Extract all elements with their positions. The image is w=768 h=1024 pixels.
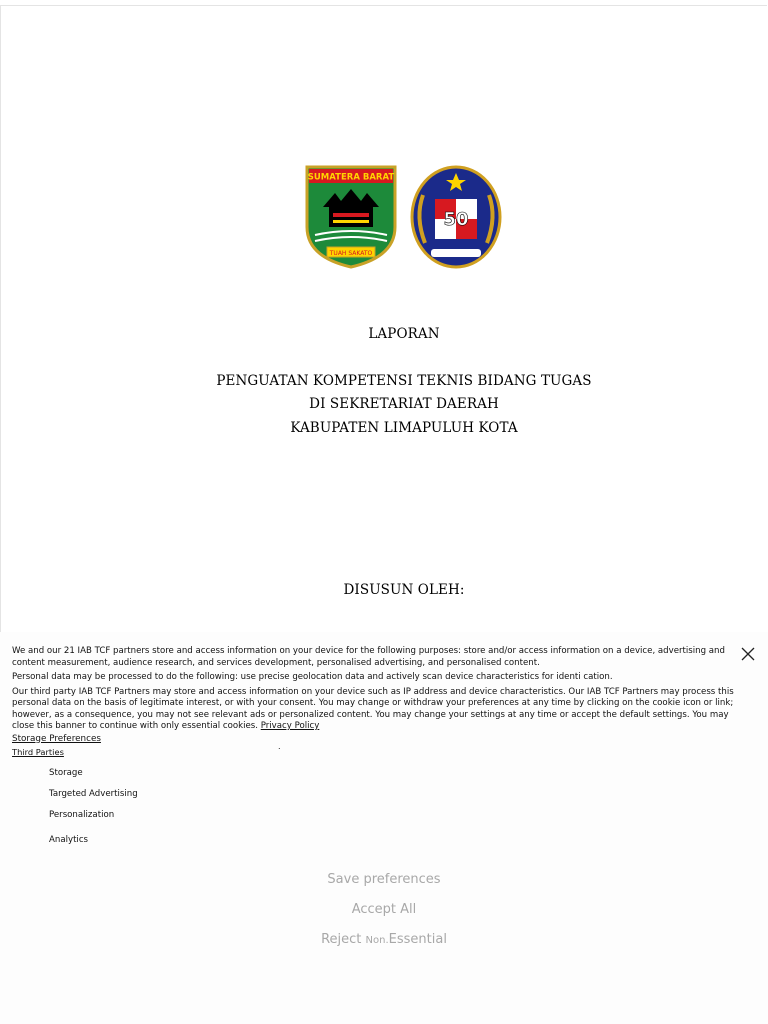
reject-non-essential-button[interactable]	[0, 932, 768, 947]
consent-partners-body: Our third party IAB TCF Partners may store and access information on your device such as IP address and device characteristics. Our IAB TCF Partners may process this personal data on the basis of legitimate interest, or with your consent. You may change or withdraw your preferences at any time by clicking on the cookie icon or link; however, as a consequence, you may not see relevant ads or personalized content. You may change your settings at any time or accept the default settings. You may close this banner to continue with only essential cookies.	[12, 686, 734, 731]
category-storage[interactable]: Storage	[49, 768, 83, 778]
category-analytics[interactable]: Analytics	[49, 835, 89, 845]
consent-processing-text: Personal data may be processed to do the following: use precise geolocation data and actively scan device characteristics for identi cation.	[12, 672, 613, 682]
sumatera-barat-emblem	[305, 165, 397, 269]
emblem-bottom-text: TUAH SAKATO	[329, 250, 373, 257]
category-targeted-advertising[interactable]: Targeted Advertising	[49, 789, 138, 799]
consent-partners-text	[12, 687, 752, 733]
report-subtitle-line-2: DI SEKRETARIAT DAERAH	[309, 396, 499, 412]
reject-label-c: Essential	[388, 932, 447, 947]
storage-preferences-link[interactable]: Storage Preferences	[12, 733, 101, 744]
emblem-top-text: SUMATERA BARAT	[307, 172, 395, 183]
anniversary-50-emblem	[409, 165, 503, 269]
reject-label-b: Non.	[365, 935, 389, 946]
category-personalization[interactable]: Personalization	[49, 810, 115, 820]
consent-purposes-text: We and our 21 IAB TCF partners store and access information on your device for the following purposes: store and/or access information on a device, advertising and content measurement, audience research, and services development, personalised advertising, and personalised content.	[12, 646, 725, 668]
report-subtitle-line-1: PENGUATAN KOMPETENSI TEKNIS BIDANG TUGAS	[216, 373, 592, 389]
third-parties-link[interactable]: Third Parties	[12, 747, 64, 757]
decorative-dot: .	[278, 742, 281, 751]
author-heading: DISUSUN OLEH:	[343, 582, 465, 598]
save-preferences-button[interactable]: Save preferences	[0, 872, 768, 887]
close-icon[interactable]	[740, 646, 756, 662]
logo-group	[305, 165, 505, 271]
reject-label-a: Reject	[321, 932, 362, 947]
emblem-number: 50	[443, 209, 469, 230]
privacy-policy-link[interactable]: Privacy Policy	[260, 721, 320, 731]
cookie-consent-banner	[0, 632, 768, 1024]
report-subtitle-line-3: KABUPATEN LIMAPULUH KOTA	[290, 420, 518, 436]
accept-all-button[interactable]: Accept All	[0, 902, 768, 917]
report-title: LAPORAN	[368, 326, 440, 342]
